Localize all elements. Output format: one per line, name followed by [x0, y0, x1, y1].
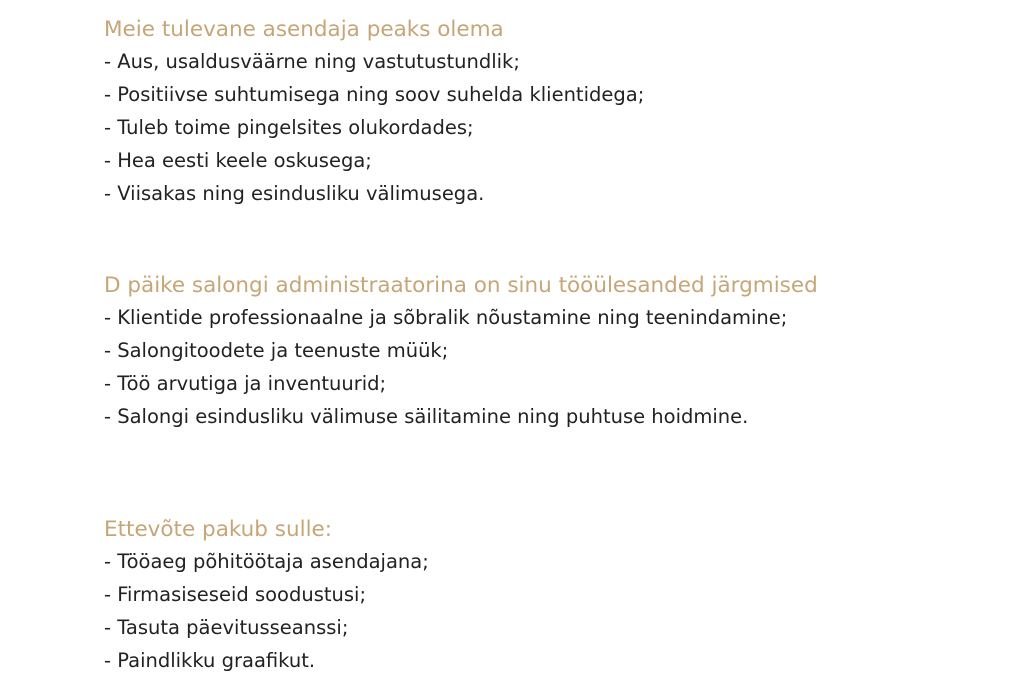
offer-section: [104, 515, 1004, 677]
list-item: - Tuleb toime pingelsites olukordades;: [104, 116, 474, 139]
list-item: - Paindlikku graafikut.: [104, 649, 316, 672]
requirements-heading: Meie tulevane asendaja peaks olema: [104, 17, 504, 42]
offer-list: [104, 545, 1004, 677]
duties-list: [104, 301, 1004, 433]
requirements-list: [104, 45, 1004, 210]
duties-heading: D päike salongi administraatorina on sinu tööülesanded järgmised: [104, 273, 818, 298]
list-item: - Hea eesti keele oskusega;: [104, 149, 372, 172]
list-item: - Positiivse suhtumisega ning soov suhelda klientidega;: [104, 83, 645, 106]
list-item: - Klientide professionaalne ja sõbralik nõustamine ning teenindamine;: [104, 306, 788, 329]
requirements-section: [104, 15, 1004, 210]
list-item: - Töö arvutiga ja inventuurid;: [104, 372, 387, 395]
offer-heading: Ettevõte pakub sulle:: [104, 517, 333, 542]
list-item: - Tööaeg põhitöötaja asendajana;: [104, 550, 429, 573]
duties-section: [104, 271, 1004, 433]
list-item: - Tasuta päevitusseanssi;: [104, 616, 349, 639]
list-item: - Viisakas ning esindusliku välimusega.: [104, 182, 485, 205]
list-item: - Salongitoodete ja teenuste müük;: [104, 339, 449, 362]
list-item: - Firmasiseseid soodustusi;: [104, 583, 367, 606]
list-item: - Aus, usaldusväärne ning vastutustundlik;: [104, 50, 520, 73]
list-item: - Salongi esindusliku välimuse säilitamine ning puhtuse hoidmine.: [104, 405, 749, 428]
